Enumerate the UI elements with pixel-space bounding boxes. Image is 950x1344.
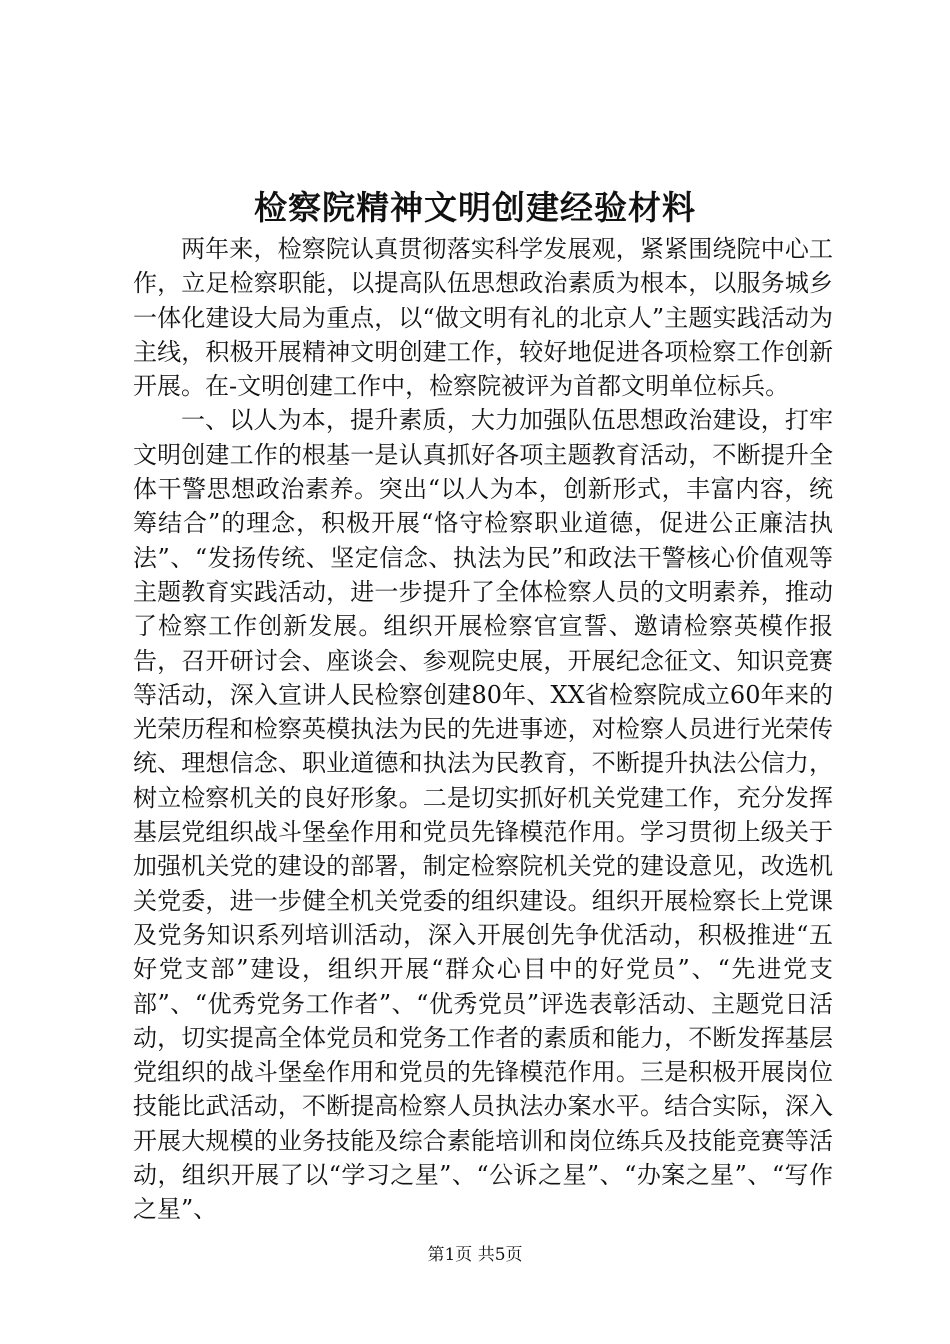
document-body bbox=[133, 232, 833, 1227]
page-number: 第1页 共5页 bbox=[427, 1245, 523, 1265]
document-title: 检察院精神文明创建经验材料 bbox=[254, 188, 696, 227]
paragraph-section-one: 一、以人为本，提升素质，大力加强队伍思想政治建设，打牢文明创建工作的根基一是认真抓好各项主题教育活动，不断提升全体干警思想政治素养。突出“以人为本，创新形式，丰富内容，统筹结合”的理念，积极开展“恪守检察职业道德，促进公正廉洁执法”、“发扬传统、坚定信念、执法为民”和政法干警核心价值观等主题教育实践活动，进一步提升了全体检察人员的文明素养，推动了检察工作创新发展。组织开展检察官宣誓、邀请检察英模作报告，召开研讨会、座谈会、参观院史展，开展纪念征文、知识竞赛等活动，深入宣讲人民检察创建80年、XX省检察院成立60年来的光荣历程和检察英模执法为民的先进事迹，对检察人员进行光荣传统、理想信念、职业道德和执法为民教育，不断提升执法公信力，树立检察机关的良好形象。二是切实抓好机关党建工作，充分发挥基层党组织战斗堡垒作用和党员先锋模范作用。学习贯彻上级关于加强机关党的建设的部署，制定检察院机关党的建设意见，改选机关党委，进一步健全机关党委的组织建设。组织开展检察长上党课及党务知识系列培训活动，深入开展创先争优活动，积极推进“五好党支部”建设，组织开展“群众心目中的好党员”、“先进党支部”、“优秀党务工作者”、“优秀党员”评选表彰活动、主题党日活动，切实提高全体党员和党务工作者的素质和能力，不断发挥基层党组织的战斗堡垒作用和党员的先锋模范作用。三是积极开展岗位技能比武活动，不断提高检察人员执法办案水平。结合实际，深入开展大规模的业务技能及综合素能培训和岗位练兵及技能竞赛等活动，组织开展了以“学习之星”、“公诉之星”、“办案之星”、“写作之星”、 bbox=[133, 406, 833, 1224]
paragraph-intro: 两年来，检察院认真贯彻落实科学发展观，紧紧围绕院中心工作，立足检察职能，以提高队伍思想政治素质为根本，以服务城乡一体化建设大局为重点，以“做文明有礼的北京人”主题实践活动为主线，积极开展精神文明创建工作，较好地促进各项检察工作创新开展。在-文明创建工作中，检察院被评为首都文明单位标兵。 bbox=[133, 235, 833, 401]
